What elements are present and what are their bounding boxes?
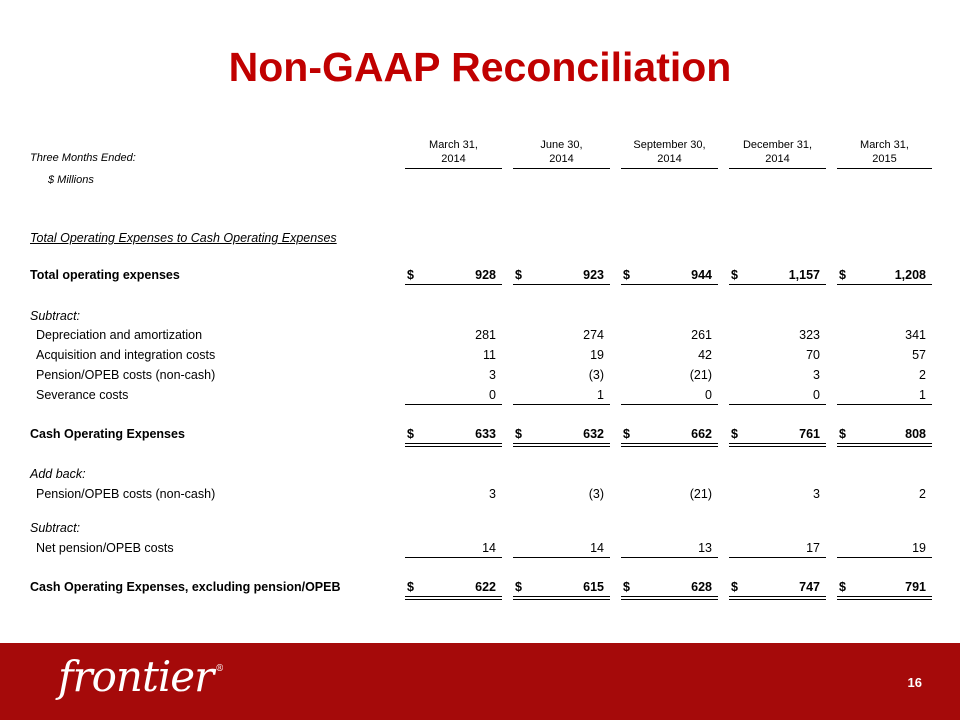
currency-symbol: $ bbox=[839, 580, 846, 594]
table-cell bbox=[621, 580, 718, 596]
table-cell bbox=[405, 348, 502, 364]
table-cell bbox=[513, 580, 610, 596]
frontier-logo bbox=[58, 652, 223, 701]
column-header bbox=[729, 138, 826, 166]
table-cell bbox=[513, 348, 610, 364]
cell-value: 3 bbox=[813, 487, 820, 501]
column-header-line1: March 31, bbox=[429, 139, 478, 151]
cell-value: 3 bbox=[813, 368, 820, 382]
column-header-line1: December 31, bbox=[742, 139, 813, 151]
cell-value: 944 bbox=[691, 268, 712, 282]
table-cell bbox=[621, 541, 718, 558]
table-cell bbox=[729, 487, 826, 503]
currency-symbol: $ bbox=[731, 427, 738, 441]
section-title: Total Operating Expenses to Cash Operating Expenses bbox=[30, 231, 337, 245]
cell-value: 281 bbox=[475, 328, 496, 342]
table-cell bbox=[621, 268, 718, 285]
row-label: Subtract: bbox=[30, 521, 81, 535]
row-label: Acquisition and integration costs bbox=[36, 348, 216, 362]
cell-value: 923 bbox=[583, 268, 604, 282]
table-cell bbox=[729, 328, 826, 344]
cell-value: 808 bbox=[905, 427, 926, 441]
table-cell bbox=[621, 328, 718, 344]
row-label: Pension/OPEB costs (non-cash) bbox=[36, 368, 216, 382]
page-title: Non-GAAP Reconciliation bbox=[228, 44, 732, 90]
table-cell bbox=[837, 368, 932, 384]
table-cell bbox=[729, 368, 826, 384]
cell-value: 2 bbox=[919, 487, 926, 501]
cell-value: 632 bbox=[583, 427, 604, 441]
table-cell bbox=[405, 388, 502, 405]
currency-symbol: $ bbox=[731, 268, 738, 282]
table-cell bbox=[621, 348, 718, 364]
table-cell bbox=[837, 541, 932, 558]
cell-value: 323 bbox=[799, 328, 820, 342]
column-header bbox=[405, 138, 502, 166]
currency-symbol: $ bbox=[515, 427, 522, 441]
cell-value: 3 bbox=[489, 368, 496, 382]
table-cell bbox=[405, 368, 502, 384]
table-cell bbox=[837, 328, 932, 344]
table-cell bbox=[837, 580, 932, 596]
table-cell bbox=[729, 427, 826, 443]
currency-symbol: $ bbox=[839, 268, 846, 282]
table-cell bbox=[513, 268, 610, 285]
row-label: Pension/OPEB costs (non-cash) bbox=[36, 487, 216, 501]
row-label: Add back: bbox=[30, 467, 86, 481]
table-cell bbox=[513, 487, 610, 503]
column-header-line1: March 31, bbox=[860, 139, 909, 151]
table-cell bbox=[405, 580, 502, 596]
currency-symbol: $ bbox=[623, 580, 630, 594]
column-header-line2: 2014 bbox=[657, 153, 682, 165]
cell-value: 1,208 bbox=[894, 268, 926, 282]
cell-value: (3) bbox=[588, 368, 604, 382]
period-label: Three Months Ended: bbox=[30, 152, 136, 164]
row-label: Severance costs bbox=[36, 388, 129, 402]
cell-value: 622 bbox=[475, 580, 496, 594]
table-cell bbox=[405, 487, 502, 503]
row-label: Total operating expenses bbox=[30, 268, 180, 282]
column-header-line1: June 30, bbox=[540, 139, 583, 151]
column-header bbox=[513, 138, 610, 166]
currency-symbol: $ bbox=[407, 427, 414, 441]
table-cell bbox=[729, 348, 826, 364]
cell-value: 341 bbox=[905, 328, 926, 342]
currency-symbol: $ bbox=[407, 268, 414, 282]
table-cell bbox=[621, 427, 718, 443]
cell-value: 0 bbox=[489, 388, 496, 402]
cell-value: 1,157 bbox=[788, 268, 820, 282]
cell-value: 11 bbox=[483, 348, 496, 362]
registered-mark: ® bbox=[215, 664, 224, 674]
table-cell bbox=[729, 268, 826, 285]
column-header-line2: 2015 bbox=[872, 153, 897, 165]
currency-symbol: $ bbox=[515, 268, 522, 282]
table-cell bbox=[513, 388, 610, 405]
column-header-line2: 2014 bbox=[441, 153, 466, 165]
column-header-line2: 2014 bbox=[549, 153, 574, 165]
cell-value: 1 bbox=[919, 388, 926, 402]
cell-value: 17 bbox=[806, 541, 820, 555]
table-cell bbox=[729, 388, 826, 405]
cell-value: 261 bbox=[691, 328, 712, 342]
cell-value: 2 bbox=[919, 368, 926, 382]
row-label: Cash Operating Expenses bbox=[30, 427, 185, 441]
table-cell bbox=[621, 388, 718, 405]
currency-symbol: $ bbox=[515, 580, 522, 594]
cell-value: 42 bbox=[698, 348, 712, 362]
cell-value: 13 bbox=[698, 541, 712, 555]
table-cell bbox=[837, 348, 932, 364]
cell-value: 1 bbox=[597, 388, 604, 402]
cell-value: 761 bbox=[799, 427, 820, 441]
cell-value: 791 bbox=[905, 580, 926, 594]
currency-symbol: $ bbox=[839, 427, 846, 441]
table-cell bbox=[837, 268, 932, 285]
table-cell bbox=[405, 427, 502, 443]
cell-value: 3 bbox=[489, 487, 496, 501]
table-cell bbox=[729, 541, 826, 558]
table-cell bbox=[513, 368, 610, 384]
column-header-line1: September 30, bbox=[633, 139, 706, 151]
cell-value: 14 bbox=[590, 541, 604, 555]
cell-value: (21) bbox=[689, 487, 712, 501]
table-cell bbox=[837, 487, 932, 503]
table-cell bbox=[837, 427, 932, 443]
table-cell bbox=[513, 328, 610, 344]
column-header bbox=[621, 138, 718, 166]
cell-value: 633 bbox=[475, 427, 496, 441]
units-label: $ Millions bbox=[48, 174, 94, 186]
cell-value: 19 bbox=[912, 541, 926, 555]
row-label: Subtract: bbox=[30, 309, 81, 323]
cell-value: 14 bbox=[482, 541, 496, 555]
cell-value: 19 bbox=[590, 348, 604, 362]
table-cell bbox=[513, 541, 610, 558]
logo-text: frontier bbox=[58, 652, 214, 701]
currency-symbol: $ bbox=[623, 427, 630, 441]
currency-symbol: $ bbox=[731, 580, 738, 594]
row-label: Depreciation and amortization bbox=[36, 328, 203, 342]
table-cell bbox=[621, 368, 718, 384]
currency-symbol: $ bbox=[407, 580, 414, 594]
table-cell bbox=[405, 328, 502, 344]
column-header bbox=[837, 138, 932, 166]
table-cell bbox=[621, 487, 718, 503]
row-label: Net pension/OPEB costs bbox=[36, 541, 174, 555]
cell-value: 747 bbox=[799, 580, 820, 594]
cell-value: (21) bbox=[689, 368, 712, 382]
cell-value: 615 bbox=[583, 580, 604, 594]
cell-value: 0 bbox=[813, 388, 820, 402]
cell-value: 274 bbox=[583, 328, 604, 342]
table-cell bbox=[513, 427, 610, 443]
table-cell bbox=[729, 580, 826, 596]
table-cell bbox=[405, 268, 502, 285]
cell-value: 662 bbox=[691, 427, 712, 441]
cell-value: 0 bbox=[705, 388, 712, 402]
table-cell bbox=[405, 541, 502, 558]
cell-value: 57 bbox=[912, 348, 926, 362]
cell-value: 628 bbox=[691, 580, 712, 594]
cell-value: 928 bbox=[475, 268, 496, 282]
cell-value: (3) bbox=[588, 487, 604, 501]
currency-symbol: $ bbox=[623, 268, 630, 282]
column-header-line2: 2014 bbox=[765, 153, 790, 165]
row-label: Cash Operating Expenses, excluding pension/OPEB bbox=[30, 580, 341, 594]
table-cell bbox=[837, 388, 932, 405]
cell-value: 70 bbox=[806, 348, 820, 362]
page-number: 16 bbox=[907, 675, 922, 690]
